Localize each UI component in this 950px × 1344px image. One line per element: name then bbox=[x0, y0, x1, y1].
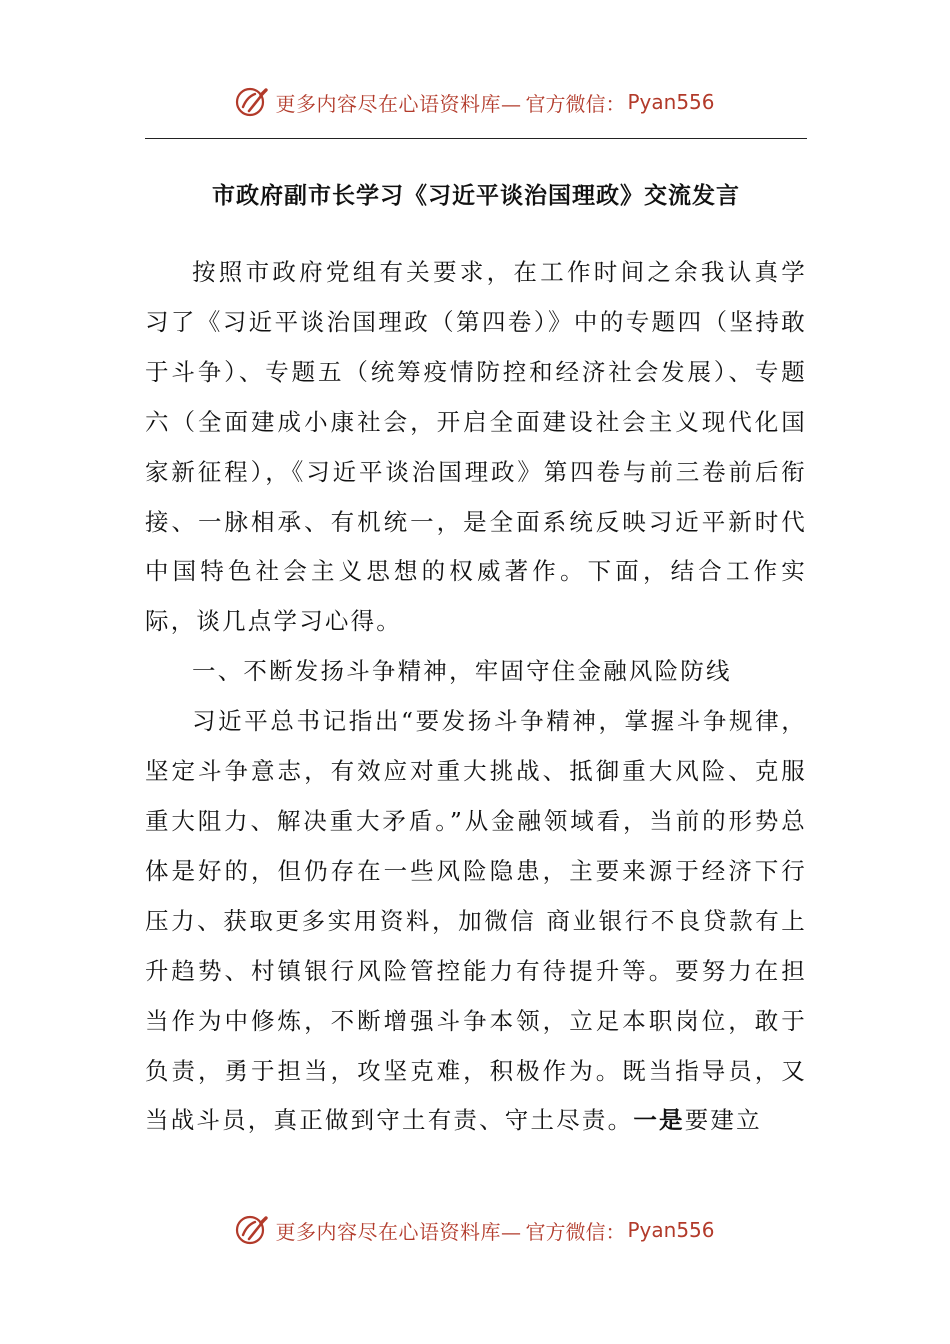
document-body bbox=[145, 248, 807, 1146]
watermark-text: 更多内容尽在心语资料库— bbox=[275, 1219, 522, 1244]
document-title: 市政府副市长学习《习近平谈治国理政》交流发言 bbox=[212, 182, 740, 209]
logo-icon bbox=[235, 1213, 269, 1247]
watermark-wechat-id: Pyan556 bbox=[627, 90, 715, 114]
header-watermark bbox=[0, 80, 950, 124]
trailing-text: 要建立 bbox=[684, 1106, 762, 1135]
watermark-wechat-id: Pyan556 bbox=[627, 1218, 715, 1242]
paragraph bbox=[145, 697, 807, 1146]
logo-icon bbox=[235, 85, 269, 119]
watermark-wechat-label: 官方微信： bbox=[525, 1219, 626, 1244]
header-divider bbox=[145, 138, 807, 139]
section-heading: 一、不断发扬斗争精神，牢固守住金融风险防线 bbox=[192, 657, 732, 686]
footer-watermark bbox=[0, 1208, 950, 1252]
paragraph-text: 习近平总书记指出“要发扬斗争精神，掌握斗争规律，坚定斗争意志，有效应对重大挑战、抵御重大风险、克服重大阻力、解决重大矛盾。”从金融领域看，当前的形势总体是好的，但仍存在一些风险隐患，主要来源于经济下行压力、获取更多实用资料，加微信 商业银行不良贷款有上升趋势、村镇银行风险管控能力有待提升等。要努力在担当作为中修炼，不断增强斗争本领，立足本职岗位，敢于负责，勇于担当，攻坚克难，积极作为。既当指导员，又当战斗员，真正做到守土有责、守土尽责。 bbox=[145, 707, 807, 1135]
watermark-text: 更多内容尽在心语资料库— bbox=[275, 91, 522, 116]
bold-lead: 一是 bbox=[633, 1106, 685, 1135]
watermark-wechat-label: 官方微信： bbox=[525, 91, 626, 116]
paragraph: 按照市政府党组有关要求，在工作时间之余我认真学习了《习近平谈治国理政（第四卷）》中的专题四（坚持敢于斗争）、专题五（统筹疫情防控和经济社会发展）、专题六（全面建成小康社会，开启全面建设社会主义现代化国家新征程），《习近平谈治国理政》第四卷与前三卷前后衔接、一脉相承、有机统一，是全面系统反映习近平新时代中国特色社会主义思想的权威著作。下面，结合工作实际，谈几点学习心得。 bbox=[145, 258, 807, 636]
